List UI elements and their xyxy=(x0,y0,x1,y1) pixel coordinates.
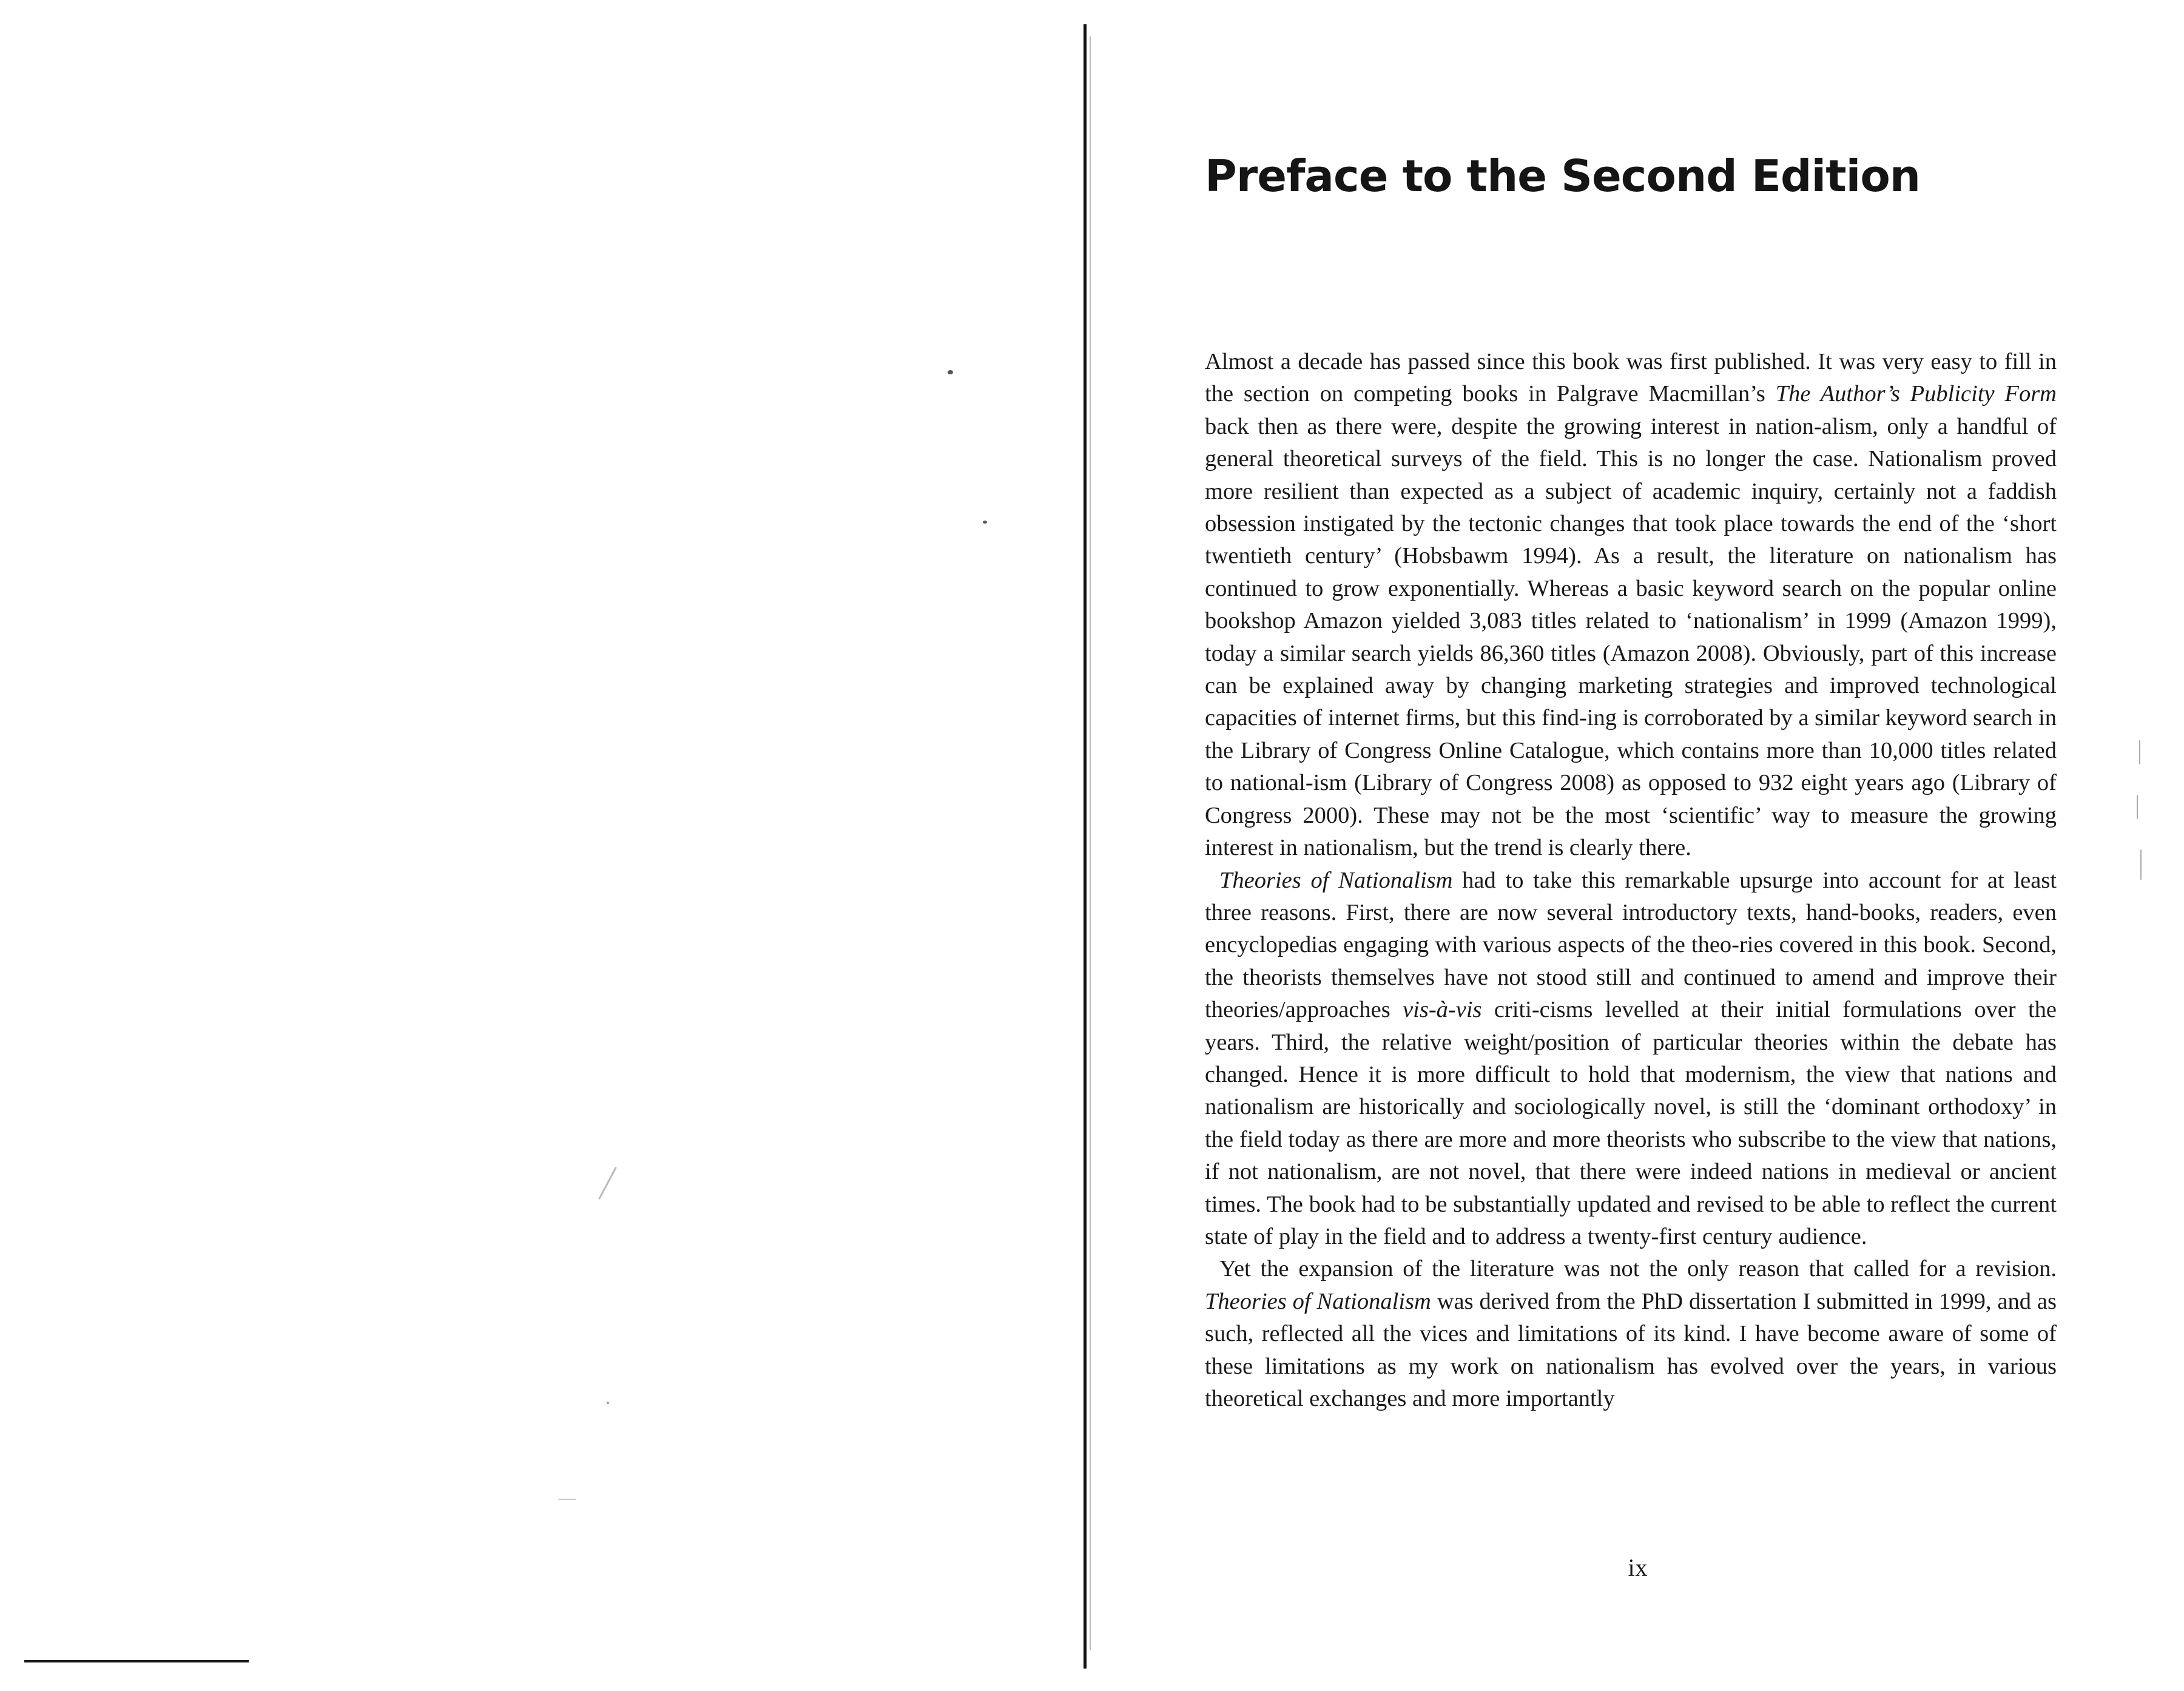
italic-text: vis-à-vis xyxy=(1403,997,1482,1023)
scan-speck xyxy=(2140,849,2142,880)
scan-speck xyxy=(598,1167,617,1200)
body-text xyxy=(1205,346,2057,1415)
gutter-shadow xyxy=(1090,36,1091,1650)
scan-speck xyxy=(558,1499,576,1500)
text-run: criti-cisms levelled at their initial formulations over the years. Third, the relative weight/position of particular theories within the debate has changed. Hence it is more difficult to hold that modernism, the view that nations and nationalism are historically and sociologically novel, is still the ‘dominant orthodoxy’ in the field today as there are more and more theorists who subscribe to the view that nations, if not nationalism, are not novel, that there were indeed nations in medieval or ancient times. The book had to be substantially updated and revised to be able to reflect the current state of play in the field and to address a twenty-first century audience. xyxy=(1205,997,2057,1249)
bottom-rule xyxy=(24,1660,249,1662)
scan-speck xyxy=(607,1402,609,1404)
body-paragraph xyxy=(1205,865,2057,1254)
right-page xyxy=(1092,0,2184,1691)
italic-text: Theories of Nationalism xyxy=(1205,1288,1431,1314)
gutter-line xyxy=(1084,24,1087,1669)
margin-marks xyxy=(2127,740,2151,922)
body-paragraph xyxy=(1205,1253,2057,1415)
text-run: was derived from the PhD dissertation I submitted in 1999, and as such, reflected all the vices and limitations of its kind. I have become aware of some of these limitations as my work on nationalism has evolved over the years, in various theoretical exchanges and more importantly xyxy=(1205,1288,2057,1411)
text-run: back then as there were, despite the growing interest in nation-alism, only a handful of general theoretical surveys of the field. This is no longer the case. Nationalism proved more resilient than expected as a subject of academic inquiry, certainly not a faddish obsession instigated by the tectonic changes that took place towards the end of the ‘short twentieth century’ (Hobsbawm 1994). As a result, the literature on nationalism has continued to grow exponentially. Whereas a basic keyword search on the popular online bookshop Amazon yielded 3,083 titles related to ‘nationalism’ in 1999 (Amazon 1999), today a similar search yields 86,360 titles (Amazon 2008). Obviously, part of this increase can be explained away by changing marketing strategies and improved technological capacities of internet firms, but this find-ing is corroborated by a similar keyword search in the Library of Congress Online Catalogue, which contains more than 10,000 titles related to national-ism (Library of Congress 2008) as opposed to 932 eight years ago (Library of Congress 2000). These may not be the most ‘scientific’ way to measure the growing interest in nationalism, but the trend is clearly there. xyxy=(1205,413,2057,861)
body-paragraph xyxy=(1205,346,2057,865)
page-number: ix xyxy=(1628,1554,1648,1581)
scan-speck xyxy=(983,521,987,524)
scan-speck xyxy=(2137,795,2138,819)
italic-text: The Author’s Publicity Form xyxy=(1775,381,2057,407)
text-run: Yet the expansion of the literature was not the only reason that called for a revision. xyxy=(1219,1256,2057,1282)
scan-speck xyxy=(2139,740,2140,764)
scan-speck xyxy=(948,370,953,374)
left-page xyxy=(0,0,1086,1691)
text-run: Almost a decade has passed since this book was first published. It was very easy to fill in the section on competing books in Palgrave Macmillan’s xyxy=(1205,349,2057,407)
italic-text: Theories of Nationalism xyxy=(1219,867,1453,893)
text-run: had to take this remarkable upsurge into account for at least three reasons. First, there are now several introductory texts, hand-books, readers, even encyclopedias engaging with various aspects of the theo-ries covered in this book. Second, the theorists themselves have not stood still and continued to amend and improve their theories/approaches xyxy=(1205,867,2057,1023)
page-title: Preface to the Second Edition xyxy=(1205,150,1921,201)
